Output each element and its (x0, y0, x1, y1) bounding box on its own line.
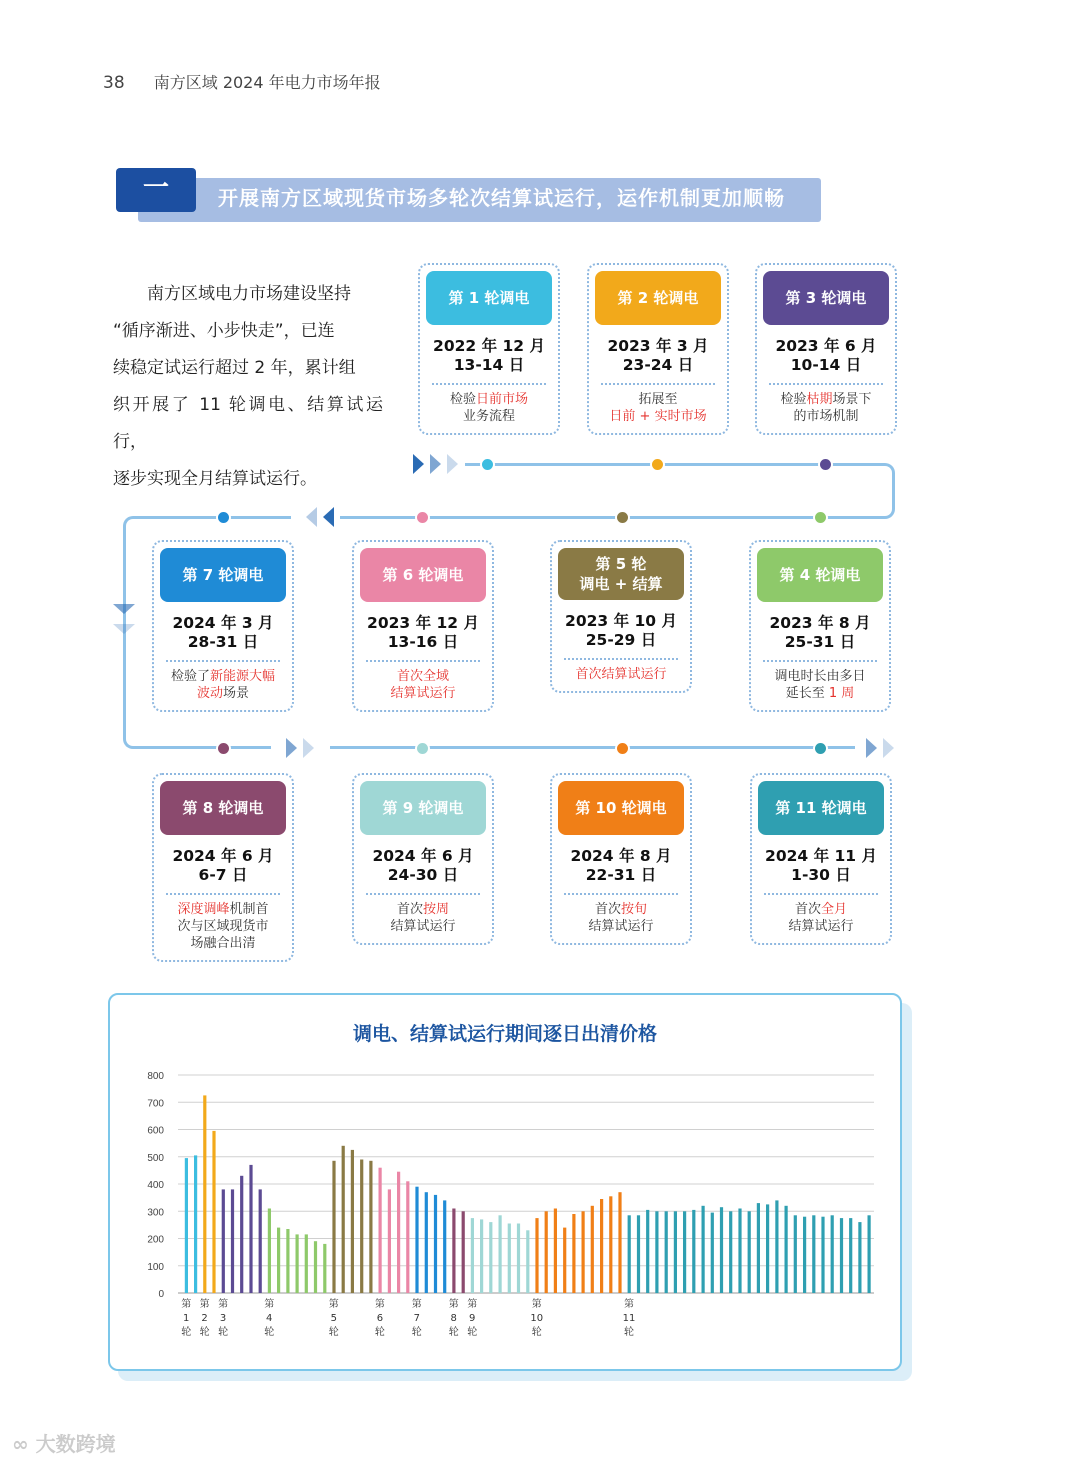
bar (462, 1211, 465, 1293)
bar (323, 1244, 326, 1293)
bar (268, 1209, 271, 1294)
highlight-text: 全月 (821, 902, 848, 917)
description-text: 首次 (594, 902, 621, 917)
divider (366, 660, 480, 662)
bar (766, 1204, 769, 1293)
round-label: 第 9 轮调电 (360, 781, 486, 835)
round-description (558, 666, 684, 683)
bar (840, 1218, 843, 1293)
bar (517, 1224, 520, 1294)
intro-line: 续稳定试运行超过 2 年，累计组 (113, 358, 356, 378)
timeline-dot (415, 741, 430, 756)
arrow-down-icon (113, 624, 135, 634)
arrow-right-icon (303, 738, 314, 758)
round-card (755, 263, 897, 435)
bar (785, 1206, 788, 1293)
round-card (352, 773, 494, 945)
timeline-dot (818, 457, 833, 472)
description-text: 调电时长由多日 延长至 (774, 669, 866, 701)
bar (406, 1181, 409, 1293)
bar (683, 1211, 686, 1293)
y-tick-label: 300 (147, 1207, 164, 1219)
bar (655, 1211, 658, 1293)
bar (369, 1161, 372, 1293)
bar (665, 1211, 668, 1293)
round-label: 第 1 轮调电 (426, 271, 552, 325)
round-description (160, 668, 286, 702)
timeline-dot (615, 510, 630, 525)
description-text: 场景下 的市场机制 (793, 392, 872, 424)
bar (748, 1211, 751, 1293)
report-title: 南方区域 2024 年电力市场年报 (153, 73, 381, 92)
round-days: 25-31 日 (784, 633, 856, 651)
divider (166, 893, 280, 895)
description-text: 结算试运行 (390, 919, 456, 934)
chart-title: 调电、结算试运行期间逐日出清价格 (352, 1023, 657, 1045)
bar (591, 1206, 594, 1293)
bar (332, 1161, 335, 1293)
arrow-left-icon (306, 507, 317, 527)
arrow-left-icon (323, 507, 334, 527)
intro-line: “循序渐进、小步快走”，已连 (113, 321, 335, 341)
description-text: 检验 (780, 392, 807, 407)
bar (415, 1187, 418, 1293)
highlight-text: 新能源大幅 波动 (196, 669, 276, 701)
arrow-right-icon (413, 454, 424, 474)
bar (563, 1228, 566, 1293)
round-card (550, 540, 692, 693)
bar (849, 1218, 852, 1293)
description-text: 首次 (396, 902, 423, 917)
bar (794, 1215, 797, 1293)
x-category-label: 第 3 轮 (218, 1299, 229, 1338)
round-days: 25-29 日 (585, 631, 657, 649)
bar (379, 1168, 382, 1293)
divider (564, 893, 678, 895)
x-category-label: 第 4 轮 (264, 1299, 275, 1338)
page-number: 38 (103, 73, 125, 93)
timeline-dot (650, 457, 665, 472)
timeline-line-row3b (330, 746, 855, 749)
round-date: 2023 年 3 月 (607, 337, 709, 355)
bar (286, 1229, 289, 1293)
section-number: 一 (116, 168, 196, 212)
highlight-text: 按旬 (621, 902, 648, 917)
round-days: 10-14 日 (790, 356, 862, 374)
x-category-label: 第 9 轮 (467, 1299, 478, 1338)
round-days: 22-31 日 (585, 866, 657, 884)
bar (480, 1219, 483, 1293)
timeline-dot (480, 457, 495, 472)
round-days: 6-7 日 (198, 866, 248, 884)
round-label: 第 4 轮调电 (757, 548, 883, 602)
round-days: 13-16 日 (387, 633, 459, 651)
round-description (763, 391, 889, 425)
round-date: 2024 年 11 月 (765, 847, 877, 865)
bar (342, 1146, 345, 1293)
round-description (426, 391, 552, 425)
bar (572, 1214, 575, 1293)
bar (535, 1218, 538, 1293)
arrow-down-icon (113, 604, 135, 614)
round-card (750, 773, 892, 945)
y-tick-label: 700 (147, 1098, 164, 1110)
section-title: 开展南方区域现货市场多轮次结算试运行，运作机制更加顺畅 (218, 186, 785, 210)
arrow-right-icon (883, 738, 894, 758)
section-heading (116, 168, 821, 224)
page-header (103, 70, 381, 93)
bar (434, 1195, 437, 1293)
x-category-label: 第 8 轮 (448, 1299, 459, 1338)
x-category-label: 第 10 轮 (530, 1299, 544, 1338)
round-date: 2023 年 12 月 (367, 614, 479, 632)
round-date: 2023 年 6 月 (775, 337, 877, 355)
round-date: 2024 年 8 月 (570, 847, 672, 865)
timeline-corner-right (860, 463, 895, 519)
round-card (550, 773, 692, 945)
timeline-dot (615, 741, 630, 756)
round-label: 第 5 轮 调电 + 结算 (558, 548, 684, 600)
round-date: 2022 年 12 月 (433, 337, 545, 355)
divider (366, 893, 480, 895)
bar (868, 1215, 871, 1293)
round-days: 28-31 日 (187, 633, 259, 651)
highlight-text: 日前市场 (476, 392, 529, 407)
bar (646, 1210, 649, 1293)
round-card (749, 540, 891, 712)
bar (249, 1165, 252, 1293)
y-tick-label: 600 (147, 1125, 164, 1137)
highlight-text: 日前 + 实时市场 (609, 409, 707, 424)
bar (711, 1213, 714, 1293)
description-text: 机制首 次与区域现货市 场融合出清 (177, 902, 269, 951)
divider (764, 893, 878, 895)
round-card (418, 263, 560, 435)
round-description (558, 901, 684, 935)
round-label: 第 11 轮调电 (758, 781, 884, 835)
bar (388, 1189, 391, 1293)
intro-line: 南方区域电力市场建设坚持 (147, 284, 351, 304)
bar (508, 1224, 511, 1294)
intro-paragraph (113, 276, 383, 498)
intro-line: 织开展了 11 轮调电、结算试运行， (113, 395, 383, 452)
divider (432, 383, 546, 385)
bar (222, 1189, 225, 1293)
bar (858, 1222, 861, 1293)
timeline-dot (216, 741, 231, 756)
bar (212, 1131, 215, 1293)
bar (831, 1215, 834, 1293)
x-category-label: 第 5 轮 (328, 1299, 339, 1338)
bar (240, 1176, 243, 1293)
timeline-line-row3 (141, 746, 271, 749)
round-date: 2023 年 10 月 (565, 612, 677, 630)
highlight-text: 首次结算试运行 (575, 667, 667, 682)
round-date: 2024 年 6 月 (372, 847, 474, 865)
round-card (152, 540, 294, 712)
arrow-right-icon (430, 454, 441, 474)
y-tick-label: 100 (147, 1261, 164, 1273)
round-description (758, 901, 884, 935)
bar (452, 1209, 455, 1294)
intro-line: 逐步实现全月结算试运行。 (113, 469, 317, 489)
y-tick-label: 200 (147, 1234, 164, 1246)
x-category-label: 第 6 轮 (374, 1299, 385, 1338)
bar (351, 1150, 354, 1293)
timeline-line-row2b (136, 516, 291, 519)
description-text: 业务流程 (462, 409, 515, 424)
round-label: 第 2 轮调电 (595, 271, 721, 325)
x-category-label: 第 11 轮 (622, 1299, 636, 1338)
round-card (352, 540, 494, 712)
round-days: 1-30 日 (791, 866, 851, 884)
y-tick-label: 800 (147, 1071, 164, 1082)
chart-canvas (110, 995, 904, 1373)
divider (564, 658, 678, 660)
x-category-label: 第 1 轮 (181, 1299, 192, 1338)
y-tick-label: 400 (147, 1180, 164, 1191)
bar (259, 1189, 262, 1293)
bar (305, 1234, 308, 1293)
bar (489, 1222, 492, 1293)
y-tick-label: 500 (147, 1152, 164, 1164)
bar (277, 1228, 280, 1293)
round-description (595, 391, 721, 425)
round-description (160, 901, 286, 952)
timeline-dot (216, 510, 231, 525)
highlight-text: 1 周 (828, 686, 855, 701)
bar (397, 1172, 400, 1293)
round-description (360, 901, 486, 935)
divider (769, 383, 883, 385)
bar (618, 1192, 621, 1293)
highlight-text: 首次全域 结算试运行 (390, 669, 456, 701)
round-label: 第 7 轮调电 (160, 548, 286, 602)
round-card (152, 773, 294, 962)
arrow-right-icon (447, 454, 458, 474)
round-description (757, 668, 883, 702)
bar (554, 1209, 557, 1294)
round-date: 2024 年 6 月 (172, 847, 274, 865)
bar (803, 1217, 806, 1293)
bar (194, 1155, 197, 1293)
bar (720, 1207, 723, 1293)
description-text: 场景 (223, 686, 250, 701)
bar (821, 1217, 824, 1293)
round-label: 第 8 轮调电 (160, 781, 286, 835)
arrow-right-icon (286, 738, 297, 758)
bar (296, 1234, 299, 1293)
bar (729, 1211, 732, 1293)
bar (600, 1199, 603, 1293)
bar (609, 1196, 612, 1293)
round-label: 第 10 轮调电 (558, 781, 684, 835)
bar (637, 1215, 640, 1293)
bar (812, 1215, 815, 1293)
description-text: 检验了 (170, 669, 210, 684)
timeline-dot (813, 741, 828, 756)
watermark-logo: ∞ 大数跨境 (12, 1432, 116, 1456)
description-text: 结算试运行 (788, 919, 854, 934)
round-days: 24-30 日 (387, 866, 459, 884)
arrow-right-icon (866, 738, 877, 758)
description-text: 拓展至 (638, 392, 678, 407)
bar (443, 1200, 446, 1293)
round-label: 第 6 轮调电 (360, 548, 486, 602)
bar (545, 1211, 548, 1293)
bar (702, 1206, 705, 1293)
x-category-label: 第 7 轮 (411, 1299, 422, 1338)
price-chart (108, 993, 902, 1371)
round-date: 2023 年 8 月 (769, 614, 871, 632)
x-category-label: 第 2 轮 (199, 1299, 210, 1338)
bar (231, 1189, 234, 1293)
bar (674, 1211, 677, 1293)
round-description (360, 668, 486, 702)
highlight-text: 深度调峰 (177, 902, 230, 917)
bar (582, 1211, 585, 1293)
divider (601, 383, 715, 385)
highlight-text: 枯期 (806, 392, 833, 407)
watermark-text: 大数跨境 (35, 1432, 116, 1456)
bar (185, 1158, 188, 1293)
description-text: 检验 (449, 392, 476, 407)
bar (628, 1215, 631, 1293)
bar (471, 1218, 474, 1293)
round-label: 第 3 轮调电 (763, 271, 889, 325)
description-text: 首次 (794, 902, 821, 917)
round-card (587, 263, 729, 435)
divider (166, 660, 280, 662)
bar (692, 1210, 695, 1293)
description-text: 结算试运行 (588, 919, 654, 934)
highlight-text: 按周 (423, 902, 450, 917)
round-date: 2024 年 3 月 (172, 614, 274, 632)
divider (763, 660, 877, 662)
bar (526, 1230, 529, 1293)
bar (203, 1095, 206, 1293)
timeline-dot (813, 510, 828, 525)
bar (314, 1241, 317, 1293)
bar (775, 1200, 778, 1293)
round-days: 23-24 日 (622, 356, 694, 374)
round-days: 13-14 日 (453, 356, 525, 374)
bar (738, 1209, 741, 1294)
bar (425, 1192, 428, 1293)
bar (499, 1215, 502, 1293)
y-tick-label: 0 (158, 1289, 164, 1300)
bar (757, 1203, 760, 1293)
bar (360, 1160, 363, 1294)
timeline-dot (415, 510, 430, 525)
